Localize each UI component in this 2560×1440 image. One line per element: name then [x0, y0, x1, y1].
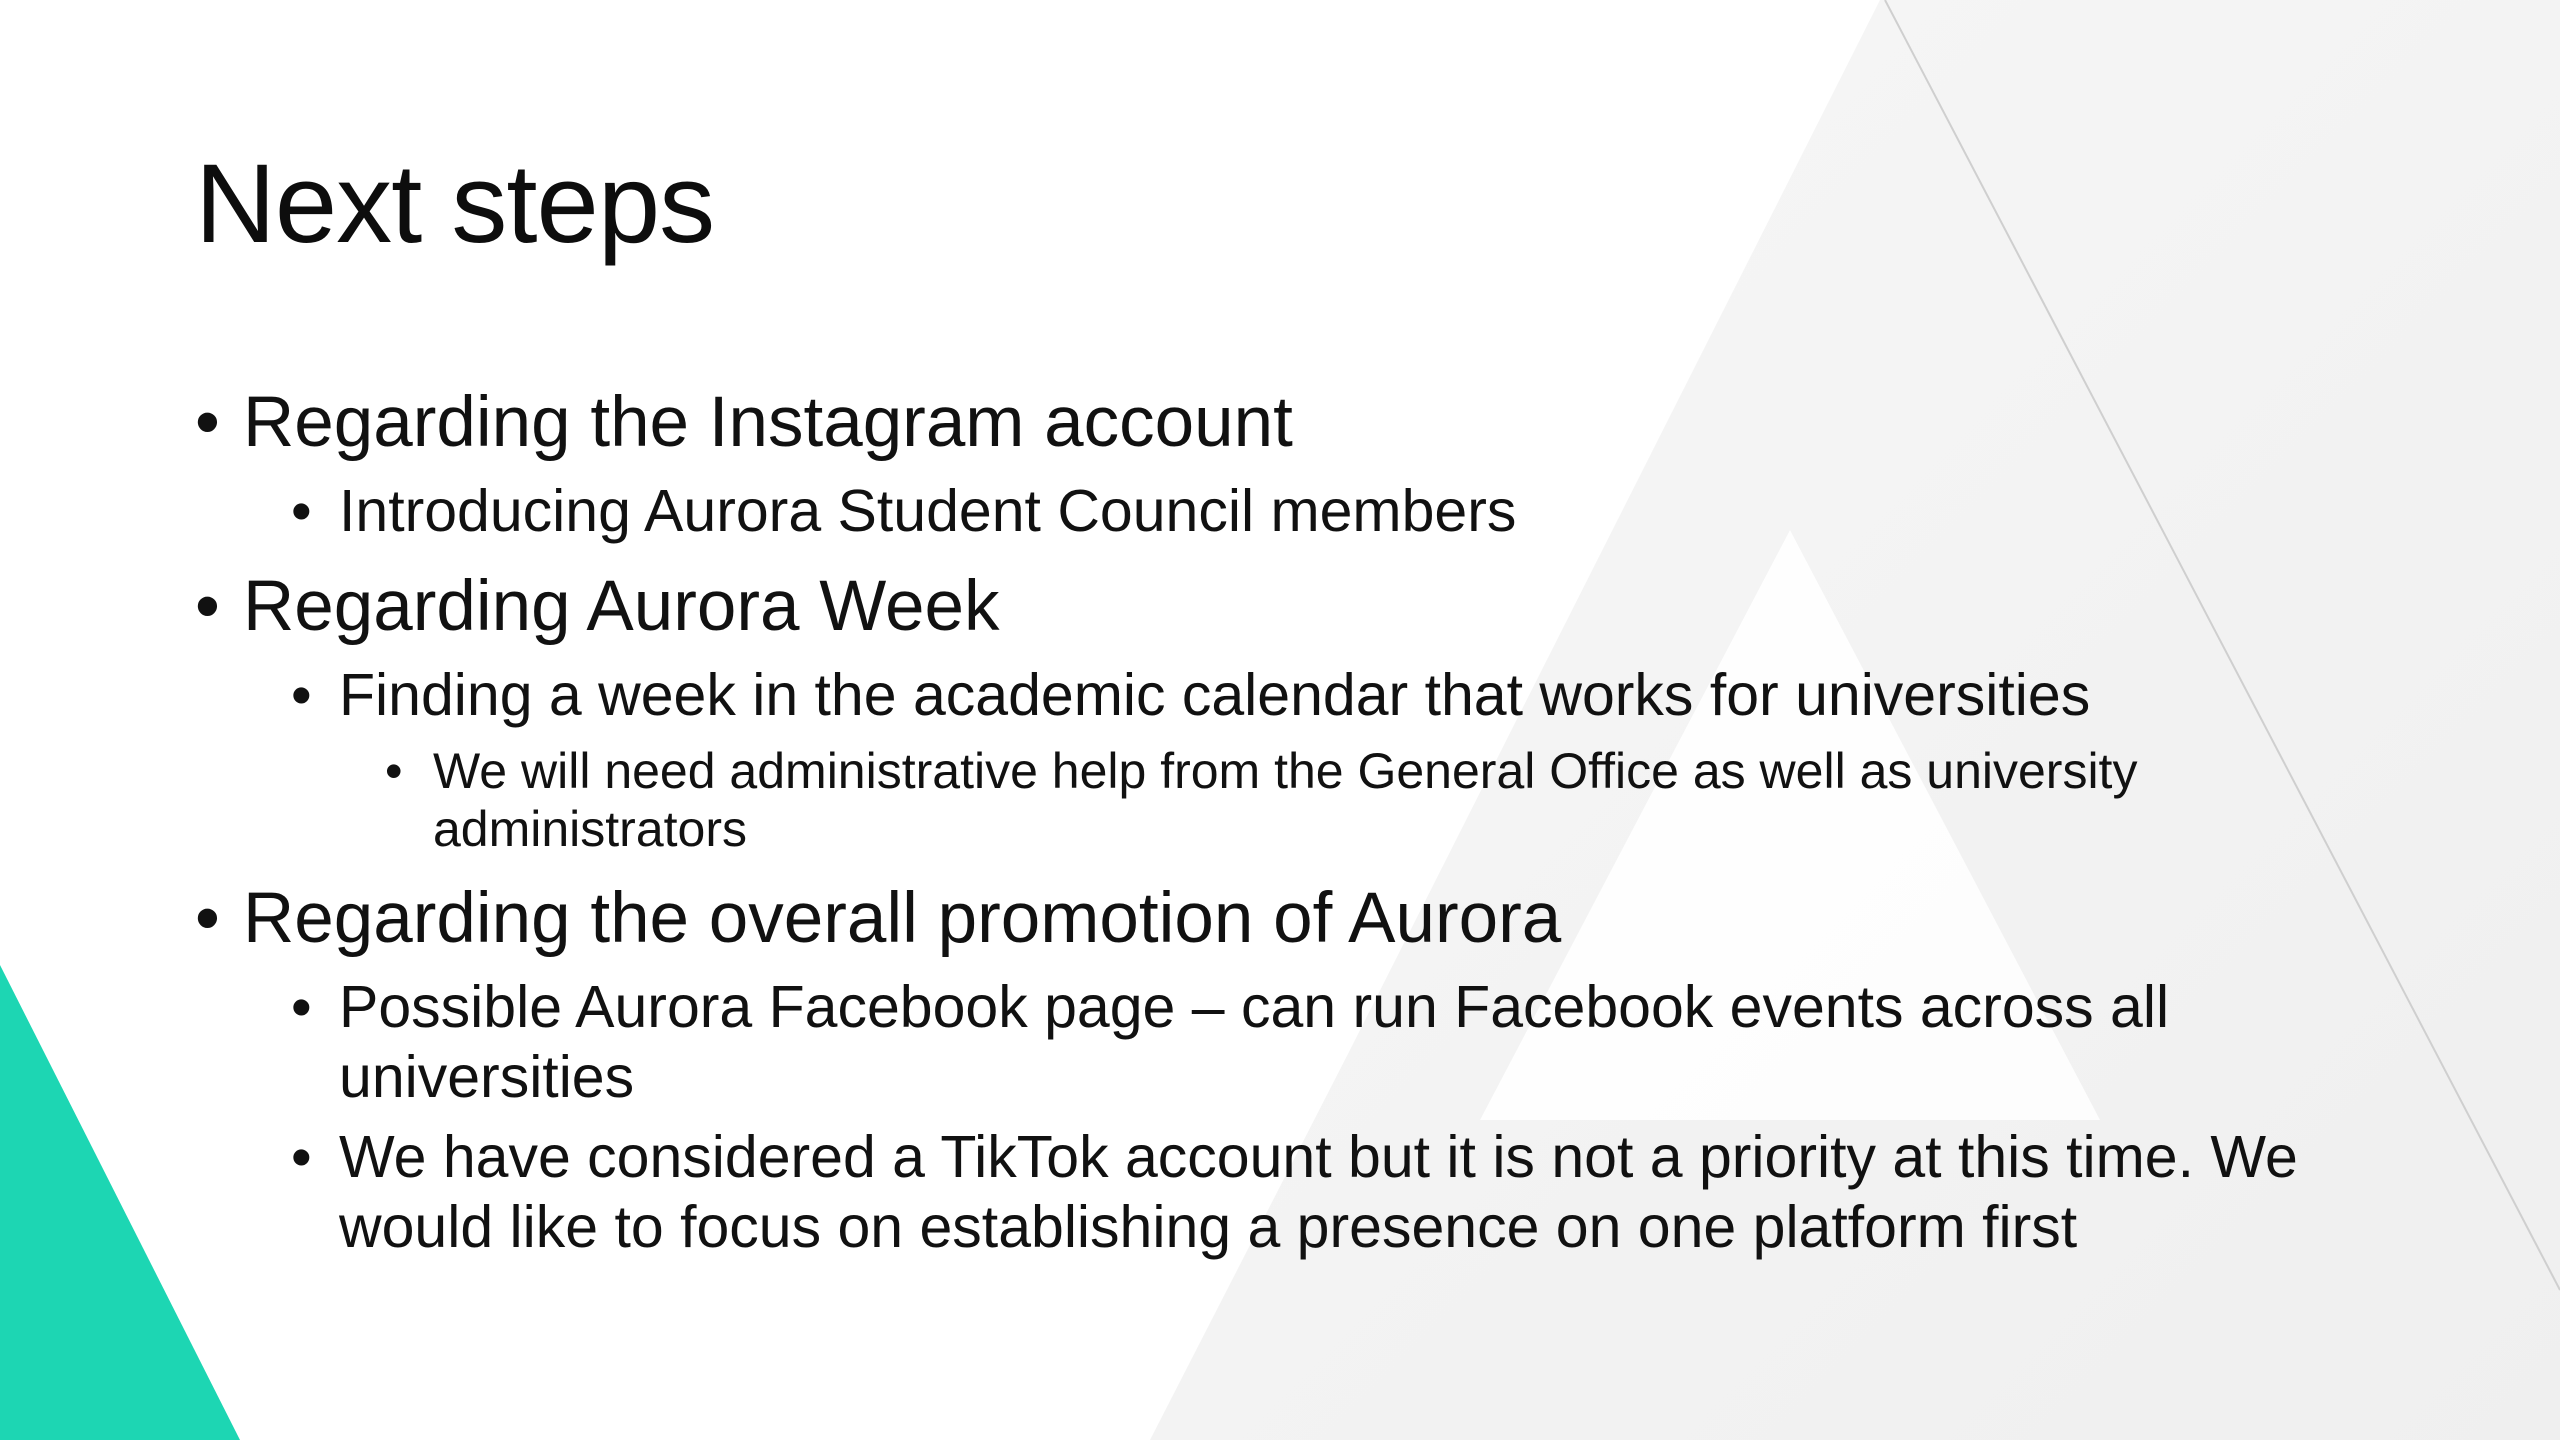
bullet-list	[195, 380, 2375, 1262]
sub-sub-bullet-item	[385, 742, 2375, 858]
bullet-item	[195, 564, 2375, 650]
bullet-dot: •	[385, 743, 403, 799]
sub-bullet-text: We have considered a TikTok account but it is not a priority at this time. We would like to focus on establishing a presence on one platform first	[339, 1124, 2298, 1260]
bullet-text: Regarding the Instagram account	[243, 383, 1293, 462]
sub-bullet-item	[291, 660, 2375, 730]
sub-sub-bullet-text: We will need administrative help from the General Office as well as university administrators	[433, 743, 2138, 857]
bullet-dot: •	[291, 662, 312, 728]
bullet-dot: •	[291, 478, 312, 544]
sub-bullet-text: Possible Aurora Facebook page – can run Facebook events across all universities	[339, 974, 2170, 1110]
bullet-dot: •	[195, 383, 220, 462]
sub-bullet-text: Introducing Aurora Student Council members	[339, 478, 1517, 544]
bullet-dot: •	[291, 1124, 312, 1190]
sub-bullet-text: Finding a week in the academic calendar that works for universities	[339, 662, 2091, 728]
sub-bullet-item	[291, 1122, 2375, 1262]
bullet-dot: •	[291, 974, 312, 1040]
bullet-text: Regarding the overall promotion of Aurora	[243, 879, 1562, 958]
sub-bullet-item	[291, 972, 2375, 1112]
slide-title: Next steps	[195, 141, 715, 266]
bullet-dot: •	[195, 567, 220, 646]
bullet-item	[195, 380, 2375, 466]
bullet-item	[195, 876, 2375, 962]
sub-bullet-item	[291, 476, 2375, 546]
bullet-text: Regarding Aurora Week	[243, 567, 1000, 646]
bullet-dot: •	[195, 879, 220, 958]
